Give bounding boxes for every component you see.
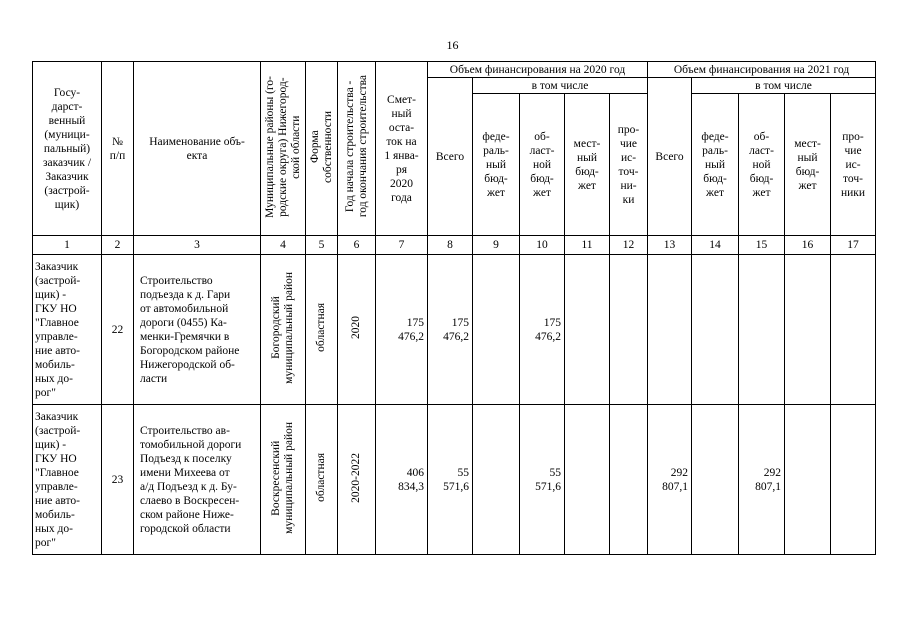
header-other-2020: про- чие ис- точ- ни- ки (610, 94, 648, 236)
years-cell (338, 255, 376, 405)
district-text: Воскресенский муниципальный район (270, 421, 295, 534)
regional-2021-cell: 292 807,1 (739, 405, 785, 555)
header-total-2020: Всего (428, 78, 473, 236)
header-years (338, 62, 376, 236)
header-fin-2020: Объем финансирования на 2020 год (428, 62, 648, 78)
district-text: Богородский муниципальный район (270, 271, 295, 384)
header-regional-2021: об- ласт- ной бюд- жет (739, 94, 785, 236)
header-other-2021: про- чие ис- точ- ники (831, 94, 876, 236)
column-number: 14 (692, 236, 739, 255)
district-cell (261, 255, 306, 405)
customer-cell: Заказчик (застрой- щик) - ГКУ НО "Главное управле- ние авто- мобиль- ных до- рог" (33, 405, 102, 555)
table-row (33, 255, 876, 405)
estimate-cell: 406 834,3 (376, 405, 428, 555)
column-number: 13 (648, 236, 692, 255)
local-2020-cell (565, 405, 610, 555)
federal-2021-cell (692, 405, 739, 555)
federal-2020-cell (473, 255, 520, 405)
local-2021-cell (785, 405, 831, 555)
column-number: 8 (428, 236, 473, 255)
estimate-cell: 175 476,2 (376, 255, 428, 405)
regional-2021-cell (739, 255, 785, 405)
column-number: 10 (520, 236, 565, 255)
table-row (33, 405, 876, 555)
column-number: 15 (739, 236, 785, 255)
ownership-text: областная (315, 303, 327, 352)
header-including-2020: в том числе (473, 78, 648, 94)
object-name-cell: Строительство ав- томобильной дороги Подъезд к поселку имени Михеева от а/д Подъезд к д. Бу- слаево в Воскресен- ском районе Ниже- городской области (134, 405, 261, 555)
header-including-2021: в том числе (692, 78, 876, 94)
other-2021-cell (831, 405, 876, 555)
page-number: 16 (446, 38, 459, 52)
ownership-text: областная (315, 453, 327, 502)
years-text: 2020-2022 (350, 452, 362, 503)
column-number: 4 (261, 236, 306, 255)
local-2021-cell (785, 255, 831, 405)
federal-2020-cell (473, 405, 520, 555)
header-fin-2021: Объем финансирования на 2021 год (648, 62, 876, 78)
header-district-text: Муниципальные районы (го- родские округа) Нижегород- ской области (263, 75, 302, 218)
header-ownership-text: Форма собственности (308, 110, 334, 183)
federal-2021-cell (692, 255, 739, 405)
total-2020-cell: 55 571,6 (428, 405, 473, 555)
column-number: 11 (565, 236, 610, 255)
total-2021-cell: 292 807,1 (648, 405, 692, 555)
column-number: 5 (306, 236, 338, 255)
header-local-2020: мест- ный бюд- жет (565, 94, 610, 236)
total-2021-cell (648, 255, 692, 405)
object-name-cell: Строительство подъезда к д. Гари от автомобильной дороги (0455) Ка- менки-Гремячки в Богородском районе Нижегородской об- ласти (134, 255, 261, 405)
header-estimate: Смет- ный оста- ток на 1 янва- ря 2020 года (376, 62, 428, 236)
years-cell (338, 405, 376, 555)
header-ownership (306, 62, 338, 236)
column-number: 17 (831, 236, 876, 255)
header-years-text: Год начала строительства - год окончания строительства (343, 75, 369, 218)
ownership-cell (306, 255, 338, 405)
local-2020-cell (565, 255, 610, 405)
index-cell: 23 (102, 405, 134, 555)
header-index: № п/п (102, 62, 134, 236)
financing-table (32, 61, 876, 555)
header-regional-2020: об- ласт- ной бюд- жет (520, 94, 565, 236)
ownership-cell (306, 405, 338, 555)
district-cell (261, 405, 306, 555)
other-2021-cell (831, 255, 876, 405)
index-cell: 22 (102, 255, 134, 405)
header-district (261, 62, 306, 236)
other-2020-cell (610, 255, 648, 405)
years-text: 2020 (350, 316, 362, 339)
customer-cell: Заказчик (застрой- щик) - ГКУ НО "Главное управле- ние авто- мобиль- ных до- рог" (33, 255, 102, 405)
column-number: 1 (33, 236, 102, 255)
header-federal-2021: феде- раль- ный бюд- жет (692, 94, 739, 236)
regional-2020-cell: 175 476,2 (520, 255, 565, 405)
header-federal-2020: феде- раль- ный бюд- жет (473, 94, 520, 236)
column-number-row (33, 236, 876, 255)
header-customer: Госу- дарст- венный (муници- пальный) заказчик / Заказчик (застрой- щик) (33, 62, 102, 236)
other-2020-cell (610, 405, 648, 555)
column-number: 12 (610, 236, 648, 255)
header-object-name: Наименование объ- екта (134, 62, 261, 236)
column-number: 16 (785, 236, 831, 255)
column-number: 7 (376, 236, 428, 255)
header-local-2021: мест- ный бюд- жет (785, 94, 831, 236)
column-number: 2 (102, 236, 134, 255)
regional-2020-cell: 55 571,6 (520, 405, 565, 555)
total-2020-cell: 175 476,2 (428, 255, 473, 405)
column-number: 9 (473, 236, 520, 255)
column-number: 6 (338, 236, 376, 255)
header-total-2021: Всего (648, 78, 692, 236)
column-number: 3 (134, 236, 261, 255)
